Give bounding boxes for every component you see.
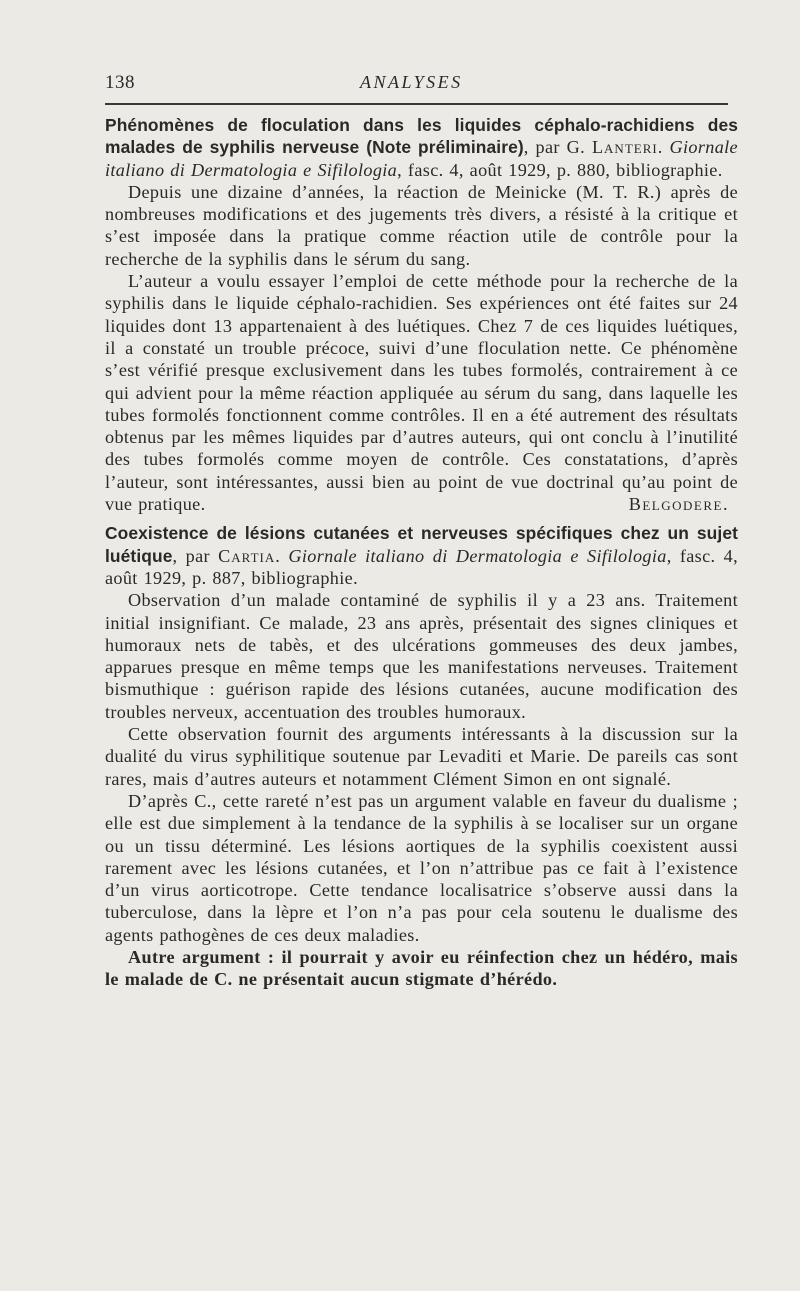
entry-1-by: , par G. — [523, 137, 592, 158]
entry-2-paragraph-3: D’après C., cette rareté n’est pas un argument valable en faveur du dualisme ; elle est due simplement à la tendance de la syphilis à se localiser sur un organe ou un tissu déterminé. Les lésions aortiques de la syphilis coexistent aussi rarement avec les lésions cutanées, et l’on n’attribue pas ce fait à l’existence d’un virus aorticotrope. Cette tendance localisatrice s’observe aussi dans la tuberculose, dans la lèpre et l’on n’a pas pour cela soutenu le dualisme des agents pathogènes de ces deux maladies. — [105, 790, 738, 945]
running-title: ANALYSES — [360, 72, 463, 92]
entry-2-title: Coexistence de lésions cutanées et nerveuses spécifiques chez un sujet luétique — [105, 523, 738, 566]
entry-2-heading — [105, 522, 738, 589]
entry-1-citation: , fasc. 4, août 1929, p. 880, bibliographie. — [397, 159, 723, 180]
running-header — [105, 72, 735, 96]
entry-1-title: Phénomènes de floculation dans les liquides céphalo-rachidiens des malades de syphilis nerveuse (Note préliminaire) — [105, 115, 738, 158]
entry-1-paragraph-2-text: L’auteur a voulu essayer l’emploi de cette méthode pour la recherche de la syphilis dans le liquide céphalo-rachidien. Ses expériences ont été faites sur 24 liquides dont 13 appartenaient à des luétiques. Chez 7 de ces liquides luétiques, il a constaté un trouble précoce, suivi d’une floculation nette. Ce phénomène s’est vérifié presque exclusivement dans les tubes formolés, contrairement à ce qui advient pour la même réaction appliquée au sérum du sang, dans laquelle les tubes formolés fonctionnent comme contrôles. Il en a été autrement des résultats obtenus par les mêmes liquides par d’autres auteurs, qui ont conclu à l’inutilité des tubes formolés comme moyen de contrôle. Ces constatations, d’après l’auteur, sont intéressantes, aussi bien au point de vue doctrinal qu’au point de vue pratique. — [105, 271, 738, 515]
entry-1-paragraph-1: Depuis une dizaine d’années, la réaction de Meinicke (M. T. R.) après de nombreuses modifications et des jugements très divers, a résisté à la critique et s’est imposée dans la pratique comme réaction utile de contrôle pour la recherche de la syphilis dans le sérum du sang. — [105, 181, 738, 269]
entry-2-paragraph-2: Cette observation fournit des arguments intéressants à la discussion sur la dualité du virus syphilitique soutenue par Levaditi et Marie. De pareils cas sont rares, mais d’autres auteurs et notamment Clément Simon en ont signalé. — [105, 724, 738, 789]
entry-2-journal: Giornale italiano di Dermatologia e Sifilologia — [288, 545, 667, 566]
entry-2-paragraph-4: Autre argument : il pourrait y avoir eu réinfection chez un hédéro, mais le malade de C. ne présentait aucun stigmate d’hérédo. — [105, 946, 738, 990]
entry-1-author: Lanteri — [591, 137, 658, 158]
entry-1-signature: Belgodere. — [628, 494, 729, 515]
entry-2-by: , par — [172, 545, 219, 566]
entry-1-heading — [105, 114, 738, 181]
entry-1-after-author: . — [657, 137, 670, 158]
page-number: 138 — [105, 72, 135, 93]
page-body — [105, 114, 738, 991]
entry-2-after-author: . — [275, 545, 289, 566]
entry-1-journal: Giornale italiano di Dermatologia e Sifilologia — [105, 137, 738, 180]
entry-2-author: Cartia — [218, 545, 276, 566]
header-rule — [105, 103, 728, 105]
entry-2-citation: , fasc. 4, août 1929, p. 887, bibliographie. — [105, 545, 739, 588]
entry-1-paragraph-2 — [105, 270, 738, 515]
entry-2-paragraph-1: Observation d’un malade contaminé de syphilis il y a 23 ans. Traitement initial insignifiant. Ce malade, 23 ans après, présentait des signes cliniques et humoraux nets de tabès, et des ulcérations gommeuses des deux jambes, apparues presque en même temps que les manifestations nerveuses. Traitement bismuthique : guérison rapide des lésions cutanées, aucune modification des troubles nerveux, accentuation des troubles humoraux. — [105, 590, 738, 722]
